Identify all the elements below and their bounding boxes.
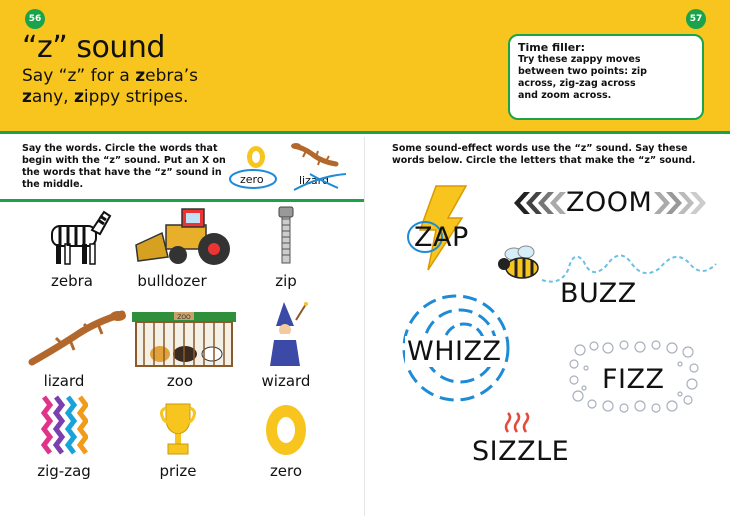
page-subtitle: Say “z” for a zebra’s zany, zippy stripes. xyxy=(22,66,199,107)
example-lizard-picture xyxy=(290,140,340,170)
sound-word-zoom: ZOOM xyxy=(566,187,653,218)
left-instructions: Say the words. Circle the words that begin with the “z” sound. Put an X on the words that have the “z” sound in the middle. xyxy=(22,143,226,190)
example-zero-picture xyxy=(244,143,268,171)
word-prize: prize xyxy=(159,462,197,480)
zoom-arrows-right xyxy=(654,188,708,218)
word-wizard: wizard xyxy=(261,372,311,390)
time-filler-box xyxy=(508,34,704,120)
zigzag-picture xyxy=(40,395,88,459)
sound-word-sizzle: SIZZLE xyxy=(472,436,570,467)
example-word-zero: zero xyxy=(240,173,264,186)
sound-word-whizz: WHIZZ xyxy=(407,336,502,367)
sound-word-fizz: FIZZ xyxy=(602,364,665,395)
wizard-picture xyxy=(266,300,310,368)
page-title: “z” sound xyxy=(22,30,165,65)
word-zip: zip xyxy=(275,272,297,290)
page-number-right: 57 xyxy=(686,9,706,29)
zoo-sign-text: ZOO xyxy=(177,314,191,321)
time-filler-title: Time filler: xyxy=(518,41,586,54)
page-spine xyxy=(364,137,365,516)
steam-icon xyxy=(502,412,532,434)
word-lizard: lizard xyxy=(43,372,85,390)
lizard-picture xyxy=(26,308,126,368)
bee-icon xyxy=(496,244,544,284)
section-divider xyxy=(0,199,364,202)
word-zero: zero xyxy=(269,462,303,480)
example-lizard-cross xyxy=(290,170,350,192)
word-zig-zag: zig-zag xyxy=(37,462,91,480)
zero-picture xyxy=(264,403,308,457)
bulldozer-picture xyxy=(132,205,232,269)
sound-word-buzz: BUZZ xyxy=(560,278,637,309)
zebra-picture xyxy=(32,208,112,268)
word-zoo: zoo xyxy=(166,372,194,390)
prize-picture xyxy=(160,400,196,458)
right-instructions: Some sound-effect words use the “z” sound. Say these words below. Circle the letters that make the “z” sound. xyxy=(392,143,696,166)
time-filler-text: Try these zappy moves between two points: zip across, zig-zag across and zoom across. xyxy=(518,54,647,101)
word-zebra: zebra xyxy=(51,272,93,290)
zoom-arrows-left xyxy=(512,188,566,218)
sound-word-zap: ZAP xyxy=(414,222,469,253)
word-bulldozer: bulldozer xyxy=(137,272,207,290)
zip-picture xyxy=(274,205,298,265)
page-number-left: 56 xyxy=(25,9,45,29)
example-word-lizard: lizard xyxy=(299,174,329,187)
zoo-picture xyxy=(130,308,238,370)
